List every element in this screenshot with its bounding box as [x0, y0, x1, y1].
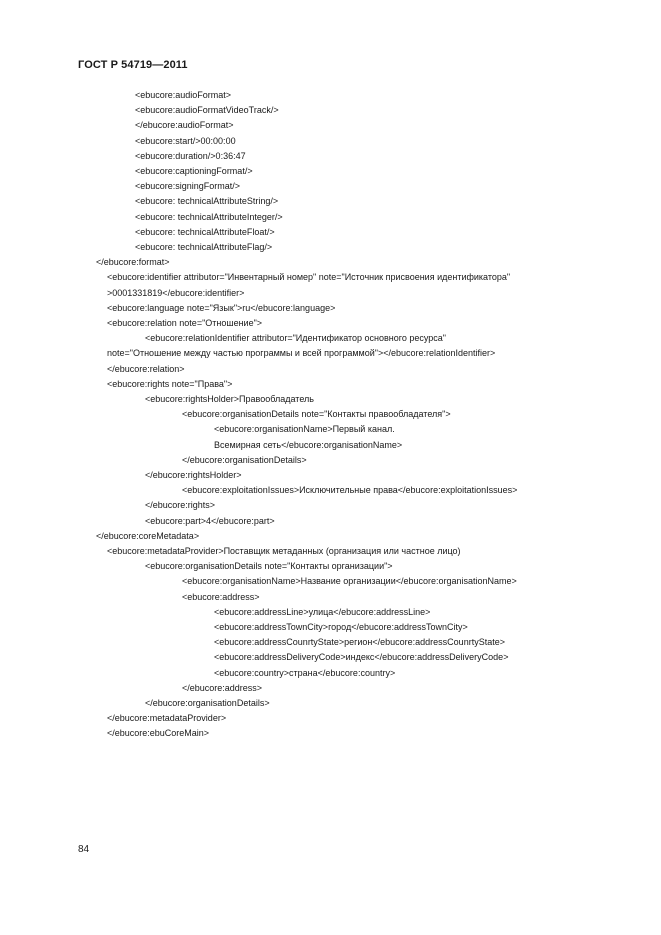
code-line: Всемирная сеть</ebucore:organisationName>	[214, 439, 403, 450]
code-line: <ebucore:signingFormat/>	[135, 181, 241, 192]
code-line: <ebucore:relationIdentifier attributor="Идентификатор основного ресурса"	[145, 333, 446, 344]
code-line: <ebucore:identifier attributor="Инвентарный номер" note="Источник присвоения идентификатора"	[107, 272, 511, 283]
code-line: <ebucore:audioFormat>	[135, 90, 232, 100]
code-line: </ebucore:organisationDetails>	[145, 698, 270, 708]
code-line: <ebucore: technicalAttributeInteger/>	[135, 211, 283, 222]
code-line: <ebucore:part>4</ebucore:part>	[145, 515, 275, 526]
code-line: </ebucore:rightsHolder>	[145, 470, 242, 480]
code-line: <ebucore:organisationDetails note="Контакты организации">	[145, 561, 393, 572]
code-line: <ebucore:exploitationIssues>Исключительные права</ebucore:exploitationIssues>	[182, 485, 518, 496]
code-line: </ebucore:relation>	[107, 363, 185, 374]
code-line: note="Отношение между частью программы и всей программой"></ebucore:relationIdentifier>	[107, 348, 496, 359]
code-line: <ebucore:organisationName>Название организации</ebucore:organisationName>	[182, 576, 517, 587]
code-line: <ebucore:addressCounrtyState>регион</ebucore:addressCounrtyState>	[214, 637, 505, 648]
code-line: <ebucore: technicalAttributeFloat/>	[135, 226, 275, 237]
code-line: </ebucore:metadataProvider>	[107, 713, 227, 724]
code-line: <ebucore:organisationName>Первый канал.	[214, 424, 395, 435]
code-line: <ebucore:addressLine>улица</ebucore:addressLine>	[214, 606, 431, 617]
code-line: <ebucore:addressDeliveryCode>индекс</ebucore:addressDeliveryCode>	[214, 652, 509, 663]
code-line: <ebucore:organisationDetails note="Контакты правообладателя">	[182, 409, 451, 420]
code-line: <ebucore:addressTownCity>город</ebucore:addressTownCity>	[214, 622, 468, 632]
code-line: <ebucore:start/>00:00:00	[135, 135, 236, 146]
code-line: </ebucore:organisationDetails>	[182, 454, 307, 465]
code-line: <ebucore:captioningFormat/>	[135, 166, 253, 176]
code-line: <ebucore: technicalAttributeString/>	[135, 196, 279, 207]
code-line: <ebucore:relation note="Отношение">	[107, 318, 263, 328]
code-line: <ebucore:country>страна</ebucore:country>	[214, 667, 396, 678]
code-line: <ebucore:audioFormatVideoTrack/>	[135, 105, 279, 116]
code-line: </ebucore:format>	[96, 257, 170, 268]
code-line: <ebucore:language note="Язык">ru</ebucore:language>	[107, 302, 336, 313]
code-line: <ebucore:metadataProvider>Поставщик метаданных (организация или частное лицо)	[107, 546, 461, 556]
code-line: </ebucore:coreMetadata>	[96, 530, 200, 541]
code-line: </ebucore:ebuCoreMain>	[107, 728, 210, 739]
code-line: <ebucore:rights note="Права">	[107, 378, 233, 389]
code-line: </ebucore:rights>	[145, 500, 216, 511]
code-line: <ebucore: technicalAttributeFlag/>	[135, 242, 273, 252]
document-header: ГОСТ Р 54719—2011	[78, 59, 188, 71]
code-line: </ebucore:audioFormat>	[135, 120, 234, 131]
code-line: <ebucore:rightsHolder>Правообладатель	[145, 394, 314, 404]
code-line: <ebucore:address>	[182, 591, 260, 602]
code-line: <ebucore:duration/>0:36:47	[135, 150, 246, 161]
code-line: </ebucore:address>	[182, 682, 263, 693]
code-line: >0001331819</ebucore:identifier>	[107, 287, 245, 298]
page-number: 84	[78, 844, 90, 855]
